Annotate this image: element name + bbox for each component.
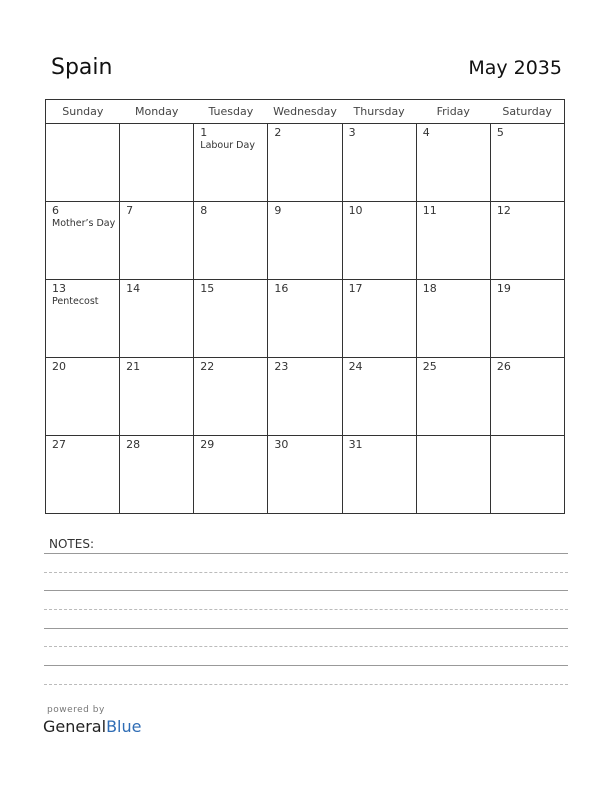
day-number: 1 [200, 126, 208, 139]
day-number: 13 [52, 282, 66, 295]
day-cell [416, 358, 490, 436]
weekday-sunday: Sunday [46, 100, 120, 124]
powered-by-text: powered by [47, 705, 105, 715]
day-cell [490, 124, 564, 202]
notes-line [44, 553, 568, 554]
day-cell [194, 436, 268, 514]
day-cell [120, 124, 194, 202]
weekday-monday: Monday [120, 100, 194, 124]
day-number: 29 [200, 438, 215, 451]
day-cell [490, 280, 564, 358]
weekday-wednesday: Wednesday [268, 100, 342, 124]
day-cell [416, 280, 490, 358]
day-number: 4 [422, 126, 430, 139]
day-cell [268, 358, 342, 436]
day-cell [194, 202, 268, 280]
day-number: 14 [126, 282, 141, 295]
notes-line [44, 665, 568, 666]
notes-line [44, 590, 568, 591]
brand-blue: Blue [106, 717, 142, 736]
day-number: 9 [274, 204, 282, 217]
brand-general: General [43, 717, 107, 736]
day-cell [490, 358, 564, 436]
notes-line [44, 684, 568, 685]
day-number: 24 [348, 360, 363, 373]
day-number: 3 [348, 126, 356, 139]
day-cell [268, 202, 342, 280]
day-number: 17 [348, 282, 363, 295]
holiday-label: Labour Day [200, 140, 255, 151]
day-number: 22 [200, 360, 215, 373]
weekday-tuesday: Tuesday [194, 100, 268, 124]
weekday-saturday: Saturday [490, 100, 564, 124]
day-cell [342, 280, 416, 358]
day-cell [342, 358, 416, 436]
day-cell [120, 280, 194, 358]
week-row [46, 436, 565, 514]
notes-line [44, 609, 568, 610]
calendar-grid [45, 99, 565, 514]
day-number: 2 [274, 126, 282, 139]
notes-line [44, 572, 568, 573]
holiday-label: Pentecost [52, 296, 99, 307]
day-cell [416, 436, 490, 514]
day-number: 26 [496, 360, 511, 373]
day-cell [46, 280, 120, 358]
day-number: 31 [348, 438, 363, 451]
day-cell [120, 358, 194, 436]
day-cell [342, 202, 416, 280]
day-cell [490, 436, 564, 514]
notes-line [44, 646, 568, 647]
day-cell [46, 202, 120, 280]
day-number: 21 [126, 360, 141, 373]
day-cell [342, 124, 416, 202]
day-number: 16 [274, 282, 289, 295]
day-cell [194, 124, 268, 202]
day-cell [120, 202, 194, 280]
day-cell [46, 358, 120, 436]
day-number: 6 [52, 204, 59, 217]
day-cell [46, 436, 120, 514]
day-number: 20 [52, 360, 66, 373]
day-number: 7 [126, 204, 134, 217]
weekday-thursday: Thursday [342, 100, 416, 124]
day-cell [268, 124, 342, 202]
day-number: 30 [274, 438, 289, 451]
day-cell [120, 436, 194, 514]
day-cell [268, 436, 342, 514]
generalblue-logo [43, 717, 141, 736]
day-cell [194, 358, 268, 436]
day-cell [416, 202, 490, 280]
week-row [46, 124, 565, 202]
day-number: 12 [496, 204, 511, 217]
month-year-title: May 2035 [468, 57, 562, 79]
day-cell [268, 280, 342, 358]
day-number: 8 [200, 204, 208, 217]
day-cell [490, 202, 564, 280]
day-cell [416, 124, 490, 202]
day-number: 19 [496, 282, 511, 295]
country-title: Spain [51, 55, 113, 80]
week-row [46, 202, 565, 280]
day-number: 11 [422, 204, 437, 217]
notes-label: NOTES: [49, 537, 94, 551]
day-number: 10 [348, 204, 363, 217]
week-row [46, 280, 565, 358]
weekday-friday: Friday [416, 100, 490, 124]
day-cell [46, 124, 120, 202]
day-number: 18 [422, 282, 437, 295]
day-number: 15 [200, 282, 215, 295]
day-number: 25 [422, 360, 437, 373]
weekday-header-row [46, 100, 565, 124]
day-number: 28 [126, 438, 141, 451]
notes-line [44, 628, 568, 629]
day-number: 5 [496, 126, 504, 139]
day-cell [342, 436, 416, 514]
day-number: 27 [52, 438, 66, 451]
day-number: 23 [274, 360, 289, 373]
holiday-label: Mother’s Day [52, 218, 116, 229]
week-row [46, 358, 565, 436]
day-cell [194, 280, 268, 358]
